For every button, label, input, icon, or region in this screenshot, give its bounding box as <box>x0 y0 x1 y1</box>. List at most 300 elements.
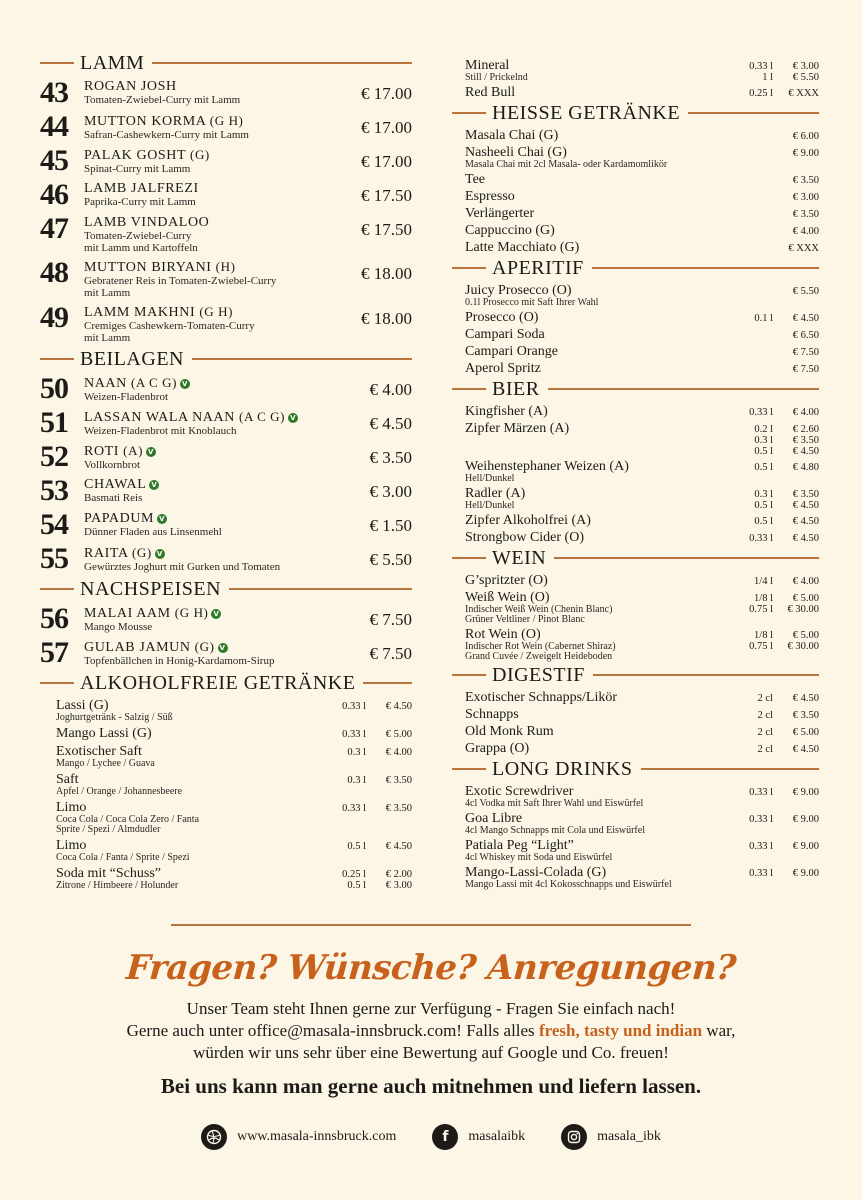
facebook-icon: f <box>432 1124 458 1150</box>
dish-name: ROGAN JOSH <box>84 79 177 94</box>
bier-list <box>452 404 819 545</box>
divider <box>592 267 819 269</box>
drink-item <box>452 486 819 511</box>
divider <box>593 674 819 676</box>
drink-name: Strongbow Cider (O) <box>465 530 584 545</box>
drink-price: € 7.50 <box>792 347 819 358</box>
drink-volume: 0.2 l 0.3 l 0.5 l <box>754 424 773 457</box>
drink-price: € 2.00 € 3.00 <box>385 869 412 891</box>
dish-item <box>40 146 412 176</box>
divider <box>192 358 412 360</box>
highlight-text: fresh, tasty und indian <box>538 1021 703 1040</box>
drink-name: Mineral <box>465 58 510 73</box>
drink-price: € 4.50 <box>792 744 819 755</box>
dish-number: 50 <box>40 372 68 405</box>
drink-item <box>40 800 412 835</box>
drink-item <box>40 698 412 723</box>
dish-number: 52 <box>40 440 68 473</box>
drink-name: Patiala Peg “Light” <box>465 838 574 853</box>
section-header-longdrinks <box>452 758 819 780</box>
drink-price: € 5.00 <box>792 727 819 738</box>
section-header-beilagen <box>40 348 412 370</box>
drink-name: Limo <box>56 838 87 853</box>
drink-item <box>452 838 819 863</box>
dish-item <box>40 442 412 472</box>
dish-price: € 17.00 <box>361 84 412 103</box>
vegetarian-icon: V <box>213 610 220 618</box>
heisse-list <box>452 128 819 255</box>
drink-item <box>452 573 819 588</box>
drink-desc: Zitrone / Himbeere / Holunder <box>56 880 179 891</box>
drink-volume: 0.33 l <box>749 407 773 418</box>
vegetarian-icon: V <box>182 380 189 388</box>
drink-price: € XXX <box>788 243 819 254</box>
dish-name: ROTI (A) V <box>84 443 155 459</box>
instagram-link[interactable] <box>561 1124 661 1150</box>
drink-item <box>452 459 819 484</box>
dish-allergens: (G H) <box>174 605 209 620</box>
drink-price: € 9.00 <box>792 868 819 879</box>
dish-name: LAMB VINDALOO <box>84 215 210 230</box>
dish-desc: Safran-Cashewkern-Curry mit Lamm <box>84 129 249 141</box>
dish-name: LAMB JALFREZI <box>84 181 199 196</box>
divider <box>452 768 486 770</box>
dish-item <box>40 476 412 506</box>
drink-name: Mango Lassi (G) <box>56 726 152 741</box>
dish-price: € 17.50 <box>361 220 412 239</box>
dish-price: € 17.00 <box>361 152 412 171</box>
dish-name: NAAN (A C G) V <box>84 375 189 391</box>
drink-price: € 4.50 <box>792 313 819 324</box>
dish-desc: Spinat-Curry mit Lamm <box>84 163 191 175</box>
section-title: BEILAGEN <box>80 348 184 370</box>
drink-desc-2: Grand Cuvée / Zweigelt Heideboden <box>465 651 613 662</box>
dish-desc: Basmati Reis <box>84 492 143 504</box>
drink-desc: Joghurtgetränk - Salzig / Süß <box>56 712 173 723</box>
drink-volume: 0.25 l <box>749 88 773 99</box>
divider <box>363 682 412 684</box>
dish-item <box>40 638 412 668</box>
drink-item <box>452 741 819 756</box>
dish-desc: Tomaten-Zwiebel-Curry <box>84 230 192 242</box>
drink-item <box>452 145 819 170</box>
drink-price: € 4.50 <box>385 841 412 852</box>
drink-name: Red Bull <box>465 85 516 100</box>
section-header-digestif <box>452 664 819 686</box>
drink-price: € 3.50 <box>792 209 819 220</box>
drink-item <box>452 283 819 308</box>
takeaway-note: Bei uns kann man gerne auch mitnehmen und liefern lassen. <box>160 1074 702 1098</box>
divider <box>171 924 691 926</box>
drink-name: Weiß Wein (O) <box>465 590 550 605</box>
drink-volume: 0.5 l <box>754 462 773 473</box>
drink-volume: 0.3 l <box>347 775 366 786</box>
dish-name: MUTTON KORMA (G H) <box>84 113 244 129</box>
dish-name: RAITA (G) V <box>84 545 163 561</box>
drink-item <box>452 421 819 457</box>
drink-price: € 5.00 € 30.00 <box>787 630 819 652</box>
dish-item <box>40 408 412 438</box>
section-header-aperitif <box>452 257 819 279</box>
facebook-text: masalaibk <box>468 1129 526 1144</box>
drink-item <box>40 744 412 769</box>
divider <box>152 62 412 64</box>
drink-desc: Coca Cola / Coca Cola Zero / Fanta <box>56 814 200 825</box>
dish-allergens: (A) <box>123 443 144 458</box>
dish-price: € 17.00 <box>361 118 412 137</box>
drink-desc: 4cl Vodka mit Saft Ihrer Wahl und Eiswürfel <box>465 798 644 809</box>
drink-volume: 0.33 l <box>749 841 773 852</box>
dish-item <box>40 180 412 210</box>
drink-price: € 4.00 <box>385 747 412 758</box>
drink-name: Limo <box>56 800 87 815</box>
drink-name: Tee <box>465 172 486 187</box>
drink-item <box>452 240 819 255</box>
section-title: HEISSE GETRÄNKE <box>492 102 681 124</box>
section-title: LAMM <box>80 52 145 74</box>
dish-number: 45 <box>40 144 68 177</box>
drink-item <box>452 344 819 359</box>
drink-item <box>452 128 819 143</box>
drink-name: Exotischer Schnapps/Likör <box>465 690 618 705</box>
drink-volume: 0.33 l <box>342 729 366 740</box>
drink-name: Zipfer Alkoholfrei (A) <box>465 513 591 528</box>
drink-desc: Mango / Lychee / Guava <box>56 758 155 769</box>
feedback-line-3: würden wir uns sehr über eine Bewertung auf Google und Co. freuen! <box>193 1043 669 1062</box>
dish-allergens: (A C G) <box>239 409 286 424</box>
drink-item <box>452 724 819 739</box>
dish-desc: Vollkornbrot <box>84 459 141 471</box>
drink-volume: 0.33 l <box>749 787 773 798</box>
globe-icon <box>201 1124 227 1150</box>
dish-desc: Cremiges Cashewkern-Tomaten-Curry <box>84 320 255 332</box>
divider <box>688 112 819 114</box>
drink-item <box>452 690 819 705</box>
drink-price: € 9.00 <box>792 787 819 798</box>
dish-desc-2: mit Lamm und Kartoffeln <box>84 242 198 254</box>
dish-price: € 18.00 <box>361 264 412 283</box>
section-title: WEIN <box>492 547 547 569</box>
drink-name: Cappuccino (G) <box>465 223 555 238</box>
drink-name: Verlängerter <box>465 206 535 221</box>
digestif-list <box>452 690 819 756</box>
drink-item <box>40 772 412 797</box>
dish-desc: Tomaten-Zwiebel-Curry mit Lamm <box>84 94 241 106</box>
drink-volume: 1/4 l <box>754 576 773 587</box>
drink-name: Campari Soda <box>465 327 545 342</box>
drink-volume: 0.5 l <box>347 841 366 852</box>
dish-price: € 7.50 <box>369 644 412 663</box>
drink-name: Weihenstephaner Weizen (A) <box>465 459 629 474</box>
drink-price: € 5.00 <box>385 729 412 740</box>
dish-price: € 18.00 <box>361 309 412 328</box>
dish-number: 54 <box>40 508 68 541</box>
drink-price: € 9.00 <box>792 148 819 159</box>
dish-number: 57 <box>40 636 68 669</box>
dish-desc: Gewürztes Joghurt mit Gurken und Tomaten <box>84 561 281 573</box>
dish-price: € 3.00 <box>369 482 412 501</box>
drink-price: € 3.50 <box>385 775 412 786</box>
section-title: LONG DRINKS <box>492 758 633 780</box>
drink-desc-2: Grüner Veltliner / Pinot Blanc <box>465 614 585 625</box>
drink-price: € 5.00 € 30.00 <box>787 593 819 615</box>
drink-name: Juicy Prosecco (O) <box>465 283 572 298</box>
drink-name: Soda mit “Schuss” <box>56 866 161 881</box>
drink-name: Radler (A) <box>465 486 526 501</box>
dish-price: € 5.50 <box>369 550 412 569</box>
drink-desc: Hell/Dunkel <box>465 473 515 484</box>
dish-allergens: (A C G) <box>130 375 178 390</box>
drink-price: € 4.80 <box>792 462 819 473</box>
drink-desc: Hell/Dunkel <box>465 500 515 511</box>
dish-item <box>40 604 412 634</box>
divider <box>641 768 820 770</box>
drink-price: € 3.50 <box>792 710 819 721</box>
dish-item <box>40 544 412 574</box>
nachspeisen-list <box>40 604 412 668</box>
divider <box>452 674 486 676</box>
drink-price: € 9.00 <box>792 841 819 852</box>
drink-price: € 4.00 <box>792 407 819 418</box>
drink-name: Espresso <box>465 189 515 204</box>
drink-volume: 0.33 l <box>749 868 773 879</box>
drink-item <box>40 838 412 863</box>
divider <box>40 358 74 360</box>
drink-price: € 3.00 <box>792 192 819 203</box>
left-column <box>40 52 412 894</box>
alkoholfrei-list <box>40 698 412 891</box>
dish-price: € 4.00 <box>369 380 412 399</box>
dish-desc: Gebratener Reis in Tomaten-Zwiebel-Curry <box>84 275 277 287</box>
facebook-link[interactable] <box>432 1124 525 1150</box>
drink-name: Mango-Lassi-Colada (G) <box>465 865 607 880</box>
dish-number: 53 <box>40 474 68 507</box>
drink-volume: 0.33 l <box>342 701 366 712</box>
dish-item <box>40 303 412 344</box>
drink-item <box>452 361 819 376</box>
drink-item <box>452 206 819 221</box>
dish-desc: Mango Mousse <box>84 621 153 633</box>
drink-price: € 3.50 <box>792 175 819 186</box>
dish-name: LAMM MAKHNI (G H) <box>84 304 234 320</box>
drink-desc: Apfel / Orange / Johannesbeere <box>56 786 183 797</box>
drink-volume: 1/8 l 0.75 l <box>749 630 773 652</box>
divider <box>40 588 74 590</box>
dish-number: 55 <box>40 542 68 575</box>
dish-number: 44 <box>40 110 68 143</box>
drink-desc: Mango Lassi mit 4cl Kokosschnapps und Eiswürfel <box>465 879 672 890</box>
drink-desc: Coca Cola / Fanta / Sprite / Spezi <box>56 852 190 863</box>
dish-name: PAPADUM V <box>84 511 166 526</box>
vegetarian-icon: V <box>159 515 166 523</box>
dish-desc: Weizen-Fladenbrot <box>84 391 169 403</box>
drink-volume: 0.33 l <box>749 814 773 825</box>
dish-number: 48 <box>40 256 68 289</box>
drink-volume: 0.1 l <box>754 313 773 324</box>
dish-allergens: (G) <box>190 147 210 162</box>
drink-item <box>452 811 819 836</box>
dish-price: € 3.50 <box>369 448 412 467</box>
drink-price: € 4.50 <box>792 533 819 544</box>
instagram-text: masala_ibk <box>597 1129 661 1144</box>
drink-name: Masala Chai (G) <box>465 128 559 143</box>
dish-item <box>40 510 412 540</box>
dish-desc: Weizen-Fladenbrot mit Knoblauch <box>84 425 237 437</box>
dish-number: 43 <box>40 76 68 109</box>
drink-desc: Still / Prickelnd <box>465 72 528 83</box>
drink-price: € 4.00 <box>792 576 819 587</box>
drink-desc: Indischer Rot Wein (Cabernet Shiraz) <box>465 641 616 652</box>
dish-desc: Paprika-Curry mit Lamm <box>84 196 196 208</box>
wein-list <box>452 573 819 662</box>
top-drinks-list <box>452 58 819 100</box>
divider <box>548 388 819 390</box>
drink-item <box>452 707 819 722</box>
feedback-headline: Fragen? Wünsche? Anregungen? <box>124 948 738 988</box>
dish-item <box>40 214 412 254</box>
vegetarian-icon: V <box>219 644 226 652</box>
dish-allergens: (G) <box>132 545 152 560</box>
drink-price: € 2.60 € 3.50 € 4.50 <box>792 424 819 457</box>
drink-volume: 0.3 l <box>347 747 366 758</box>
dish-desc-2: mit Lamm <box>84 332 131 344</box>
drink-volume: 0.3 l 0.5 l <box>754 489 773 511</box>
drink-name: Schnapps <box>465 707 519 722</box>
section-title: ALKOHOLFREIE GETRÄNKE <box>80 672 356 694</box>
feedback-line-1: Unser Team steht Ihnen gerne zur Verfügung - Fragen Sie einfach nach! <box>186 999 676 1018</box>
dish-name: MALAI AAM (G H) V <box>84 605 220 621</box>
divider <box>229 588 412 590</box>
drink-name: Nasheeli Chai (G) <box>465 145 567 160</box>
drink-price: € 4.00 <box>792 226 819 237</box>
dish-number: 56 <box>40 602 68 635</box>
section-header-lamm <box>40 52 412 74</box>
drink-item <box>452 784 819 809</box>
dish-price: € 4.50 <box>369 414 412 433</box>
drink-name: Campari Orange <box>465 344 558 359</box>
section-header-heisse <box>452 102 819 124</box>
divider <box>452 557 486 559</box>
drink-volume: 0.33 l <box>342 803 366 814</box>
drink-name: Saft <box>56 772 79 787</box>
drink-item <box>452 404 819 419</box>
aperitif-list <box>452 283 819 376</box>
drink-desc: 4cl Mango Schnapps mit Cola und Eiswürfel <box>465 825 645 836</box>
drink-item <box>452 310 819 325</box>
drink-price: € 5.50 <box>792 286 819 297</box>
vegetarian-icon: V <box>290 414 297 422</box>
drink-name: Exotischer Saft <box>56 744 142 759</box>
dish-item <box>40 78 412 108</box>
drink-name: Old Monk Rum <box>465 724 554 739</box>
dish-price: € 1.50 <box>369 516 412 535</box>
drink-item <box>40 726 412 741</box>
drink-volume: 0.33 l 1 l <box>749 61 773 83</box>
drink-item <box>452 223 819 238</box>
dish-allergens: (G) <box>194 639 215 654</box>
drink-price: € 4.50 <box>385 701 412 712</box>
drink-item <box>452 327 819 342</box>
section-title: NACHSPEISEN <box>80 578 222 600</box>
dish-desc: Dünner Fladen aus Linsenmehl <box>84 526 222 538</box>
dish-name: MUTTON BIRYANI (H) <box>84 259 236 275</box>
lamm-list <box>40 78 412 344</box>
drink-desc: 0.1l Prosecco mit Saft Ihrer Wahl <box>465 297 599 308</box>
drink-price: € 6.00 <box>792 131 819 142</box>
drink-volume: 2 cl <box>757 710 773 721</box>
dish-name: PALAK GOSHT (G) <box>84 147 210 163</box>
dish-desc-2: mit Lamm <box>84 287 131 299</box>
drink-volume: 0.25 l 0.5 l <box>342 869 366 891</box>
drink-volume: 2 cl <box>757 727 773 738</box>
instagram-icon <box>561 1124 587 1150</box>
divider <box>554 557 819 559</box>
dish-item <box>40 258 412 299</box>
drink-desc: Indischer Weiß Wein (Chenin Blanc) <box>465 604 613 615</box>
drink-price: € 6.50 <box>792 330 819 341</box>
divider <box>40 62 74 64</box>
dish-allergens: (H) <box>215 259 236 274</box>
drink-name: Kingfisher (A) <box>465 404 548 419</box>
drink-item <box>452 85 819 100</box>
drink-desc: Masala Chai mit 2cl Masala- oder Kardamomlikör <box>465 159 668 170</box>
dish-desc: Topfenbällchen in Honig-Kardamom-Sirup <box>84 655 275 667</box>
drink-item <box>452 513 819 528</box>
bottom-section <box>0 924 862 1099</box>
dish-price: € 7.50 <box>369 610 412 629</box>
drink-volume: 0.5 l <box>754 516 773 527</box>
drink-price: € 9.00 <box>792 814 819 825</box>
feedback-line-2: Gerne auch unter office@masala-innsbruck.com! Falls alles fresh, tasty und indian war, <box>126 1021 736 1040</box>
divider <box>452 388 486 390</box>
right-column <box>452 58 819 892</box>
drink-price: € 3.50 € 4.50 <box>792 489 819 511</box>
section-header-nachspeisen <box>40 578 412 600</box>
drink-volume: 0.33 l <box>749 533 773 544</box>
drink-item <box>452 58 819 83</box>
vegetarian-icon: V <box>148 448 155 456</box>
drink-price: € 3.00 € 5.50 <box>792 61 819 83</box>
dish-number: 47 <box>40 212 68 245</box>
section-title: DIGESTIF <box>492 664 585 686</box>
section-title: APERITIF <box>492 257 584 279</box>
drink-name: Zipfer Märzen (A) <box>465 421 570 436</box>
website-text: www.masala-innsbruck.com <box>237 1129 397 1144</box>
drink-price: € 7.50 <box>792 364 819 375</box>
vegetarian-icon: V <box>151 481 158 489</box>
dish-number: 51 <box>40 406 68 439</box>
drink-volume: 2 cl <box>757 744 773 755</box>
divider <box>452 267 486 269</box>
drink-price: € 4.50 <box>792 693 819 704</box>
dish-item <box>40 112 412 142</box>
drink-item <box>452 590 819 625</box>
drink-item <box>40 866 412 891</box>
footer <box>0 1124 862 1150</box>
section-header-alkoholfrei <box>40 672 412 694</box>
drink-name: G’spritzter (O) <box>465 573 548 588</box>
section-header-wein <box>452 547 819 569</box>
drink-desc-2: Sprite / Spezi / Almdudler <box>56 824 161 835</box>
dish-allergens: (G H) <box>209 113 244 128</box>
drink-desc: 4cl Whiskey mit Soda und Eiswürfel <box>465 852 613 863</box>
divider <box>40 682 74 684</box>
website-link[interactable] <box>201 1124 396 1150</box>
dish-name: GULAB JAMUN (G) V <box>84 639 226 655</box>
feedback-text <box>0 998 862 1064</box>
drink-volume: 1/8 l 0.75 l <box>749 593 773 615</box>
section-title: BIER <box>492 378 540 400</box>
